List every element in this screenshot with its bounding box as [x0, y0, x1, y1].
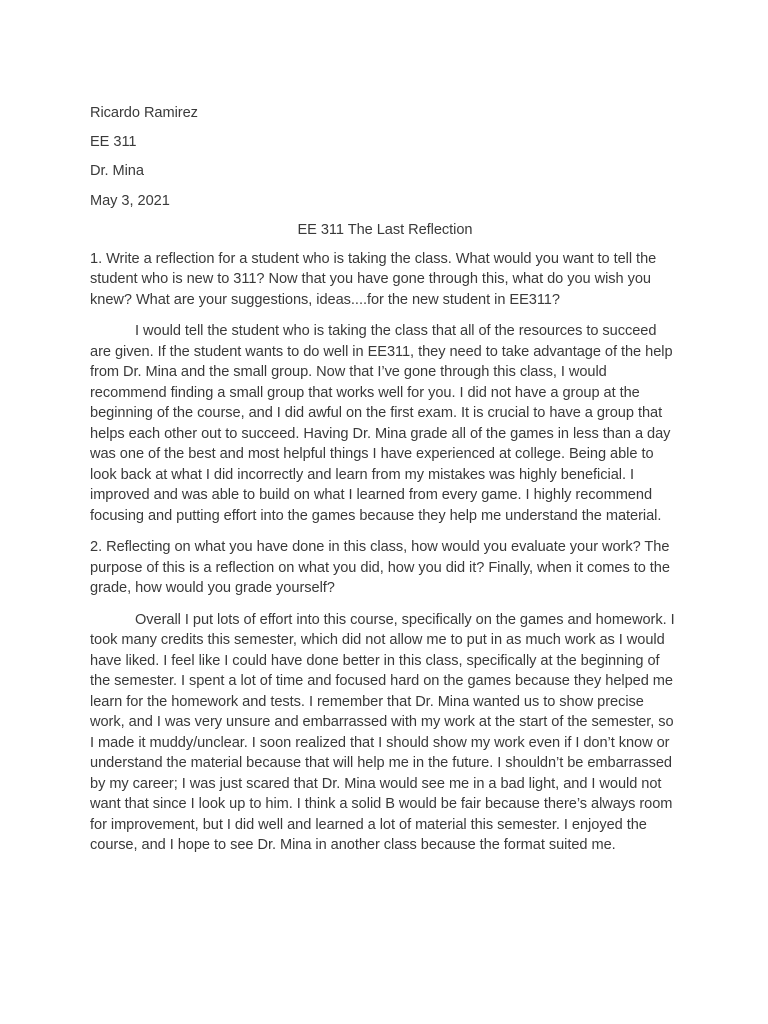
document-title: EE 311 The Last Reflection [297, 221, 473, 238]
question-2-answer: Overall I put lots of effort into this course, specifically on the games and homework. I took many credits this semester, which did not allow me to put in as much work as I would have liked. I feel like I could have done better in this class, specifically at the beginning of the semester. I spent a lot of time and focused hard on the games because they helped me learn for the homework and tests. I remember that Dr. Mina wanted us to show precise work, and I was very unsure and embarrassed with my work at the start of the semester, so I made it muddy/unclear. I soon realized that I should show my work even if I don’t know or understand the material because that will help me in the future. I shouldn’t be embarrassed by my career; I was just scared that Dr. Mina would see me in a bad light, and I would not want that since I look up to him. I think a solid B would be fair because there’s always room for improvement, but I did well and learned a lot of material this semester. I enjoyed the course, and I hope to see Dr. Mina in another class because the format suited me. [90, 611, 675, 854]
course-code: EE 311 [90, 134, 137, 151]
question-2-prompt: 2. Reflecting on what you have done in this class, how would you evaluate your work? The purpose of this is a reflection on what you did, how you did it? Finally, when it comes to the grade, how would you grade yourself? [90, 539, 670, 597]
document-date: May 3, 2021 [90, 192, 170, 209]
author-name: Ricardo Ramirez [90, 105, 198, 121]
document-body [90, 103, 680, 867]
question-1-answer: I would tell the student who is taking the class that all of the resources to succeed are given. If the student wants to do well in EE311, they need to take advantage of the help from Dr. Mina and the small group. Now that I’ve gone through this class, I would recommend finding a small group that works well for you. I did not have a group at the beginning of the course, and I did awful on the first exam. It is crucial to have a group that helps each other out to succeed. Having Dr. Mina grade all of the games in less than a day was one of the best and most helpful things I have experienced at college. Being able to look back at what I did incorrectly and learn from my mistakes was highly beneficial. I improved and was able to build on what I learned from every game. I highly recommend focusing and putting effort into the games because they help me understand the material. [90, 323, 673, 524]
question-1-prompt: 1. Write a reflection for a student who is taking the class. What would you want to tell the student who is new to 311? Now that you have gone through this, what do you wish you knew? What are your suggestions, ideas....for the new student in EE311? [90, 250, 657, 308]
instructor-name: Dr. Mina [90, 163, 144, 180]
